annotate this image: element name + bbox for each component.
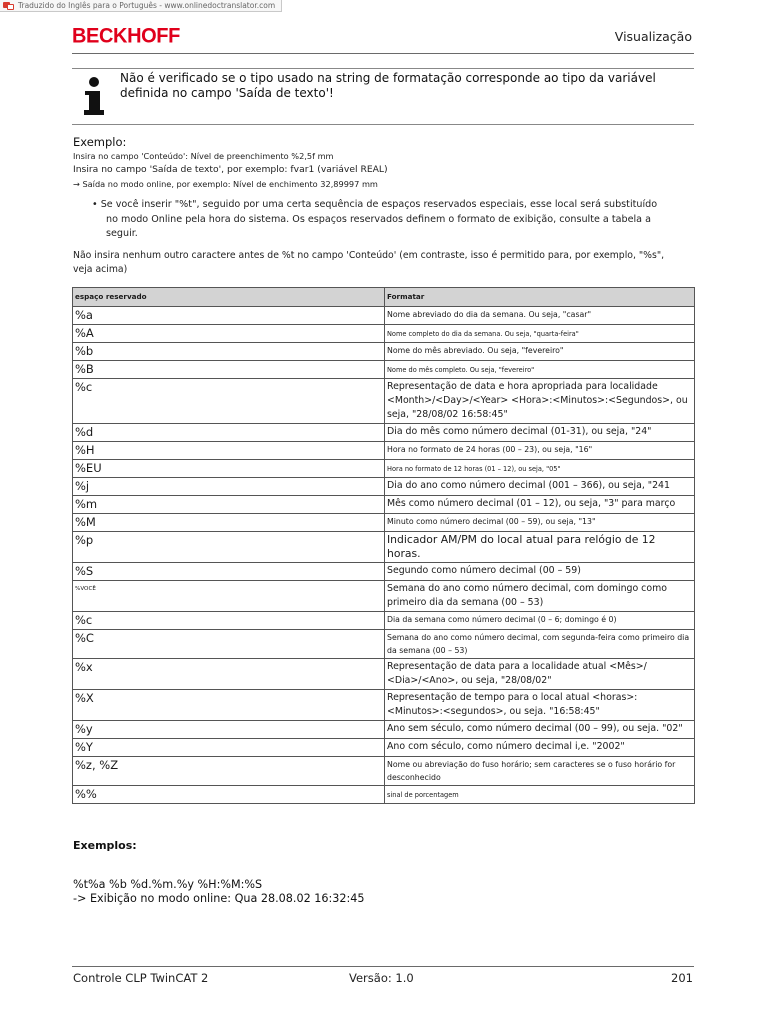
footer-version: Versão: 1.0 (349, 971, 414, 985)
placeholder-cell: %C (73, 630, 385, 659)
warning-paragraph: Não insira nenhum outro caractere antes de %t no campo 'Conteúdo' (em contraste, isso é permitido para, por exemplo, "%s", veja acima) (73, 250, 665, 275)
placeholder-cell: %x (73, 659, 385, 690)
format-cell: Nome do mês completo. Ou seja, "fevereiro" (385, 361, 695, 379)
table-row (73, 757, 695, 786)
table-row (73, 442, 695, 460)
placeholder-cell: %m (73, 496, 385, 514)
table-row (73, 343, 695, 361)
footer-product: Controle CLP TwinCAT 2 (73, 971, 209, 985)
format-cell: Indicador AM/PM do local atual para relógio de 12 horas. (385, 532, 695, 563)
table-row (73, 659, 695, 690)
table-row (73, 478, 695, 496)
translator-logo-icon (3, 2, 15, 10)
bullet-line: no modo Online pela hora do sistema. Os espaços reservados definem o formato de exibição, consulte a tabela a (106, 213, 651, 225)
table-row (73, 721, 695, 739)
format-cell: Dia da semana como número decimal (0 – 6; domingo é 0) (385, 612, 695, 630)
placeholder-cell: %Y (73, 739, 385, 757)
format-cell: Semana do ano como número decimal, com domingo como primeiro dia da semana (00 – 53) (385, 581, 695, 612)
placeholder-cell: %S (73, 563, 385, 581)
format-cell: Nome abreviado do dia da semana. Ou seja, "casar" (385, 307, 695, 325)
placeholder-cell: %H (73, 442, 385, 460)
note-text: Não é verificado se o tipo usado na string de formatação corresponde ao tipo da variável definida no campo 'Saída de texto'! (120, 71, 656, 100)
placeholder-cell: %EU (73, 460, 385, 478)
format-cell: Ano sem século, como número decimal (00 – 99), ou seja. "02" (385, 721, 695, 739)
brand-logo: BECKHOFF (72, 24, 180, 48)
table-row (73, 325, 695, 343)
format-cell: Minuto como número decimal (00 – 59), ou seja, "13" (385, 514, 695, 532)
note-box (72, 68, 694, 125)
placeholder-cell: %p (73, 532, 385, 563)
format-cell: Hora no formato de 12 horas (01 – 12), ou seja, "05" (385, 460, 695, 478)
placeholder-cell: %X (73, 690, 385, 721)
format-cell: Representação de data e hora apropriada para localidade <Month>/<Day>/<Year> <Hora>:<Minutos>:<Segundos>, ou seja, "28/08/02 16:58:45" (385, 379, 695, 424)
examples-heading: Exemplos: (73, 839, 137, 852)
placeholder-cell: %z, %Z (73, 757, 385, 786)
table-row (73, 581, 695, 612)
placeholder-cell: %d (73, 424, 385, 442)
table-row (73, 532, 695, 563)
table-row (73, 786, 695, 804)
format-cell: Dia do mês como número decimal (01-31), ou seja, "24" (385, 424, 695, 442)
placeholder-cell: %a (73, 307, 385, 325)
placeholder-table (72, 287, 695, 804)
placeholder-cell: %j (73, 478, 385, 496)
online-display-example: -> Exibição no modo online: Qua 28.08.02 16:32:45 (73, 892, 365, 905)
section-title: Visualização (614, 29, 692, 44)
table-header-row (73, 288, 695, 307)
format-cell: Mês como número decimal (01 – 12), ou seja, "3" para março (385, 496, 695, 514)
placeholder-cell: %VOCÊ (73, 581, 385, 612)
header-divider (72, 53, 694, 54)
placeholder-cell: %c (73, 379, 385, 424)
example-line: → Saída no modo online, por exemplo: Nível de enchimento 32,89997 mm (73, 179, 378, 189)
format-cell: sinal de porcentagem (385, 786, 695, 804)
format-cell: Representação de tempo para o local atual <horas>:<Minutos>:<segundos>, ou seja. "16:58:45" (385, 690, 695, 721)
translator-banner[interactable] (0, 0, 282, 12)
example-line: Insira no campo 'Conteúdo': Nível de preenchimento %2,5f mm (73, 151, 334, 161)
footer-divider (72, 966, 694, 967)
placeholder-cell: %% (73, 786, 385, 804)
format-cell: Dia do ano como número decimal (001 – 366), ou seja, "241 (385, 478, 695, 496)
table-row (73, 379, 695, 424)
placeholder-cell: %B (73, 361, 385, 379)
format-string-example: %t%a %b %d.%m.%y %H:%M:%S (73, 878, 263, 891)
bullet-item (92, 198, 672, 242)
column-header-placeholder: espaço reservado (73, 288, 385, 307)
format-cell: Nome ou abreviação do fuso horário; sem caracteres se o fuso horário for desconhecido (385, 757, 695, 786)
placeholder-cell: %A (73, 325, 385, 343)
placeholder-cell: %M (73, 514, 385, 532)
table-row (73, 514, 695, 532)
example-heading: Exemplo: (73, 135, 127, 149)
example-line: Insira no campo 'Saída de texto', por exemplo: fvar1 (variável REAL) (73, 164, 388, 175)
format-cell: Representação de data para a localidade atual <Mês>/ <Dia>/<Ano>, ou seja, "28/08/02" (385, 659, 695, 690)
placeholder-cell: %b (73, 343, 385, 361)
page-number: 201 (671, 971, 693, 985)
table-row (73, 361, 695, 379)
bullet-line: • Se você inserir "%t", seguido por uma certa sequência de espaços reservados especiais, esse local será substituído (92, 199, 658, 210)
table-row (73, 460, 695, 478)
table-row (73, 690, 695, 721)
table-row (73, 612, 695, 630)
format-cell: Ano com século, como número decimal i,e. "2002" (385, 739, 695, 757)
column-header-format: Formatar (385, 288, 695, 307)
table-row (73, 496, 695, 514)
table-row (73, 307, 695, 325)
format-cell: Nome do mês abreviado. Ou seja, "fevereiro" (385, 343, 695, 361)
bullet-line: seguir. (106, 228, 138, 239)
table-row (73, 739, 695, 757)
format-cell: Segundo como número decimal (00 – 59) (385, 563, 695, 581)
placeholder-cell: %c (73, 612, 385, 630)
table-row (73, 630, 695, 659)
table-row (73, 563, 695, 581)
info-icon (84, 77, 104, 117)
placeholder-cell: %y (73, 721, 385, 739)
format-cell: Nome completo do dia da semana. Ou seja, "quarta-feira" (385, 325, 695, 343)
table-row (73, 424, 695, 442)
format-cell: Semana do ano como número decimal, com segunda-feira como primeiro dia da semana (00 – 53) (385, 630, 695, 659)
format-cell: Hora no formato de 24 horas (00 – 23), ou seja, "16" (385, 442, 695, 460)
translator-banner-text: Traduzido do Inglês para o Português - www.onlinedoctranslator.com (18, 1, 276, 10)
